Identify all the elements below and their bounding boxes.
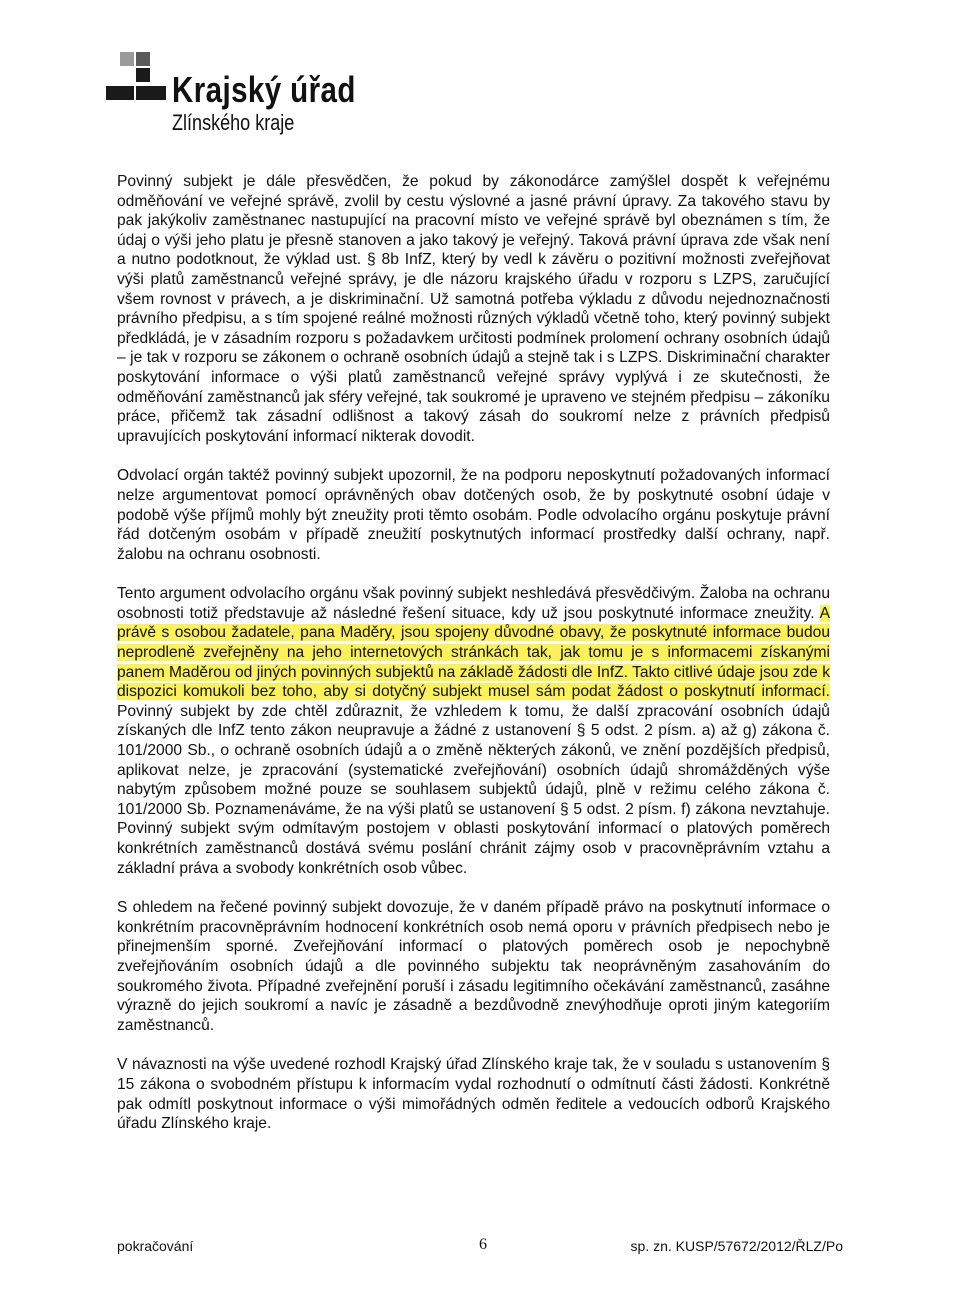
- logo-square-faint: [120, 52, 134, 66]
- highlighted-passage: A právě s osobou žadatele, pana Maděry, jsou spojeny důvodné obavy, že poskytnuté informace budou neprodleně zveřejněny na jeho internetových stránkách tak, jak tomu je s informacemi získanými panem Maděrou od jiných povinných subjektů na základě žádosti dle InfZ. Takto citlivé údaje jsou zde k dispozici komukoli bez toho, aby si dotyčný subjekt musel sám podat žádost o poskytnutí informací.: [117, 604, 830, 701]
- page-number: 6: [479, 1236, 487, 1253]
- continuation-label: pokračování: [117, 1238, 194, 1254]
- page-footer: [117, 1238, 843, 1258]
- org-subtitle: Zlínského kraje: [172, 110, 295, 135]
- logo-square: [136, 86, 166, 100]
- paragraph-3: [117, 584, 830, 878]
- logo-square: [106, 86, 134, 100]
- logo-square: [136, 68, 150, 82]
- paragraph-3-rest: Povinný subjekt by zde chtěl zdůraznit, že vzhledem k tomu, že další zpracování osobních údajů získaných dle InfZ tento zákon neupravuje a žádné z ustanovení § 5 odst. 2 písm. a) až g) zákona č. 101/2000 Sb., o ochraně osobních údajů a o změně některých zákonů, ve znění pozdějších předpisů, aplikovat nelze, je zpracování (systematické zveřejňování) osobních údajů shromážděných výše nabytým způsobem možné pouze se souhlasem subjektů údajů, plně v režimu celého zákona č. 101/2000 Sb. Poznamenáváme, že na výši platů se ustanovení § 5 odst. 2 písm. f) zákona nevztahuje. Povinný subjekt svým odmítavým postojem v oblasti poskytování informací o platových poměrech konkrétních zaměstnanců dostává svému poslání chránit zájmy osob v pracovněprávním vztahu a základní práva a svobody konkrétních osob vůbec.: [117, 702, 830, 877]
- logo-square-mid: [136, 52, 150, 66]
- paragraph-3-intro: Tento argument odvolacího orgánu však povinný subjekt neshledává přesvědčivým. Žaloba na ochranu osobnosti totiž představuje až následné řešení situace, kdy už jsou poskytnuté informace zneužity.: [117, 585, 830, 622]
- paragraph-1: Povinný subjekt je dále přesvědčen, že pokud by zákonodárce zamýšlel dospět k veřejnému odměňování ve veřejné správě, zvolil by cestu výslovné a jasné právní úpravy. Za takového stavu by pak jakýkoliv zaměstnanec nastupující na pracovní místo ve veřejné správě byl obeznámen s tím, že údaj o výši jeho platu je přesně stanoven a jako takový je veřejný. Taková právní úprava zde však není a nutno podotknout, že výklad ust. § 8b InfZ, který by vedl k závěru o pozitivní možnosti zveřejňovat výši platů zaměstnanců veřejné správy, je dle názoru krajského úřadu v rozporu s LZPS, zaručující všem rovnost v právech, a je diskriminační. Už samotná potřeba výkladu z důvodu nejednoznačnosti právního předpisu, a s tím spojené reálné možnosti různých výkladů včetně toho, který povinný subjekt předkládá, je v zásadním rozporu s požadavkem určitosti podmínek prolomení ochrany osobních údajů – je tak v rozporu se zákonem o ochraně osobních údajů a stejně tak i s LZPS. Diskriminační charakter poskytování informace o výši platů zaměstnanců veřejné správy vyplývá i ze skutečnosti, že odměňování zaměstnanců jak sféry veřejné, tak soukromé je upraveno ve stejném předpisu – zákoníku práce, přičemž tak zásadní odlišnost a takový zásah do soukromí nelze z právních předpisů upravujících poskytování informací nikterak dovodit.: [117, 173, 830, 445]
- paragraph-5: V návaznosti na výše uvedené rozhodl Krajský úřad Zlínského kraje tak, že v souladu s ustanovením § 15 zákona o svobodném přístupu k informacím vydal rozhodnutí o odmítnutí části žádosti. Konkrétně pak odmítl poskytnout informace o výši mimořádných odměn ředitele a vedoucích odborů Krajského úřadu Zlínského kraje.: [117, 1056, 830, 1133]
- document-body: [117, 172, 830, 1154]
- org-name: Krajský úřad: [172, 69, 356, 110]
- paragraph-2: Odvolací orgán taktéž povinný subjekt upozornil, že na podporu neposkytnutí požadovaných informací nelze argumentovat pomocí oprávněných obav dotčených osob, že by poskytnuté osobní údaje v podobě výše příjmů mohly být zneužity proti těmto osobám. Podle odvolacího orgánu poskytuje právní řád dotčeným osobám v případě zneužití poskytnutých informací prostředky další ochrany, např. žalobu na ochranu osobnosti.: [117, 467, 830, 563]
- paragraph-4: S ohledem na řečené povinný subjekt dovozuje, že v daném případě právo na poskytnutí informace o konkrétním pracovněprávním hodnocení konkrétních osob nemá oporu v právních předpisech nebo je přinejmenším sporné. Zveřejňování informací o platových poměrech osob je nepochybně zveřejňováním osobních údajů a dle povinného subjektu tak neoprávněným zasahováním do soukromého života. Případné zveřejnění poruší i zásadu legitimního očekávání zaměstnanců, zasáhne výrazně do jejich soukromí a navíc je zásadně a bezdůvodně znevýhodňuje oproti jiným kategoriím zaměstnanců.: [117, 899, 830, 1034]
- file-reference: sp. zn. KUSP/57672/2012/ŘLZ/Po: [630, 1238, 843, 1254]
